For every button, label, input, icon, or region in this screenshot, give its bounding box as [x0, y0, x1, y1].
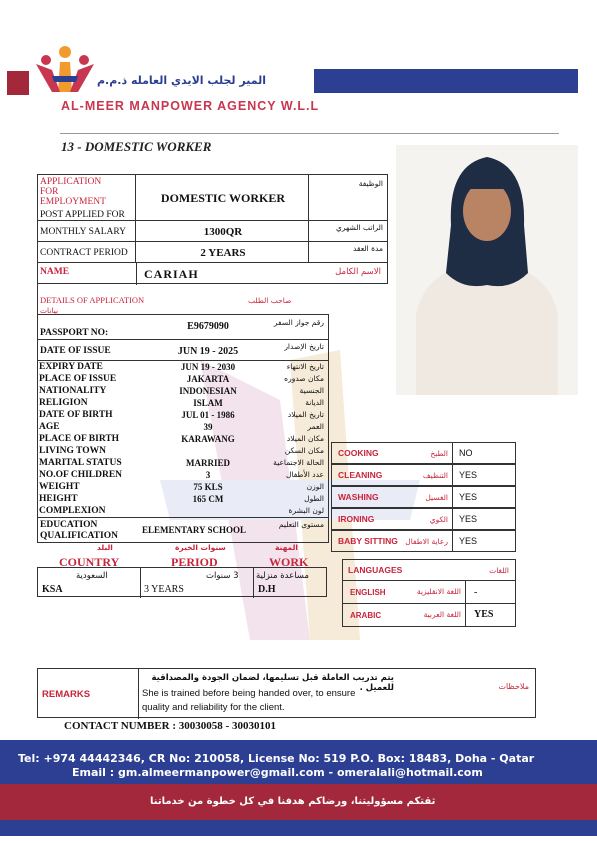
contract-ar-cell	[308, 241, 388, 263]
skill-row-washing: WASHING الغسيل YES	[331, 486, 516, 508]
field-row-height: HEIGHT 165 CM الطول	[39, 494, 324, 504]
issue-date-label: DATE OF ISSUE	[40, 346, 111, 356]
passport-value: E9679090	[187, 321, 229, 332]
contract-ar: مدة العقد	[353, 244, 383, 253]
country-header: COUNTRY	[59, 555, 120, 569]
period-value: 3 YEARS	[144, 584, 184, 595]
remarks-ar-label: ملاحظات	[498, 682, 529, 691]
field-row-weight: WEIGHT 75 KLS الوزن	[39, 482, 324, 492]
skill-row-cleaning: CLEANING التنظيف YES	[331, 464, 516, 486]
field-row-dob: DATE OF BIRTH JUL 01 - 1986 تاريخ الميلاد	[39, 410, 324, 420]
footer-email-line: Email : gm.almeermanpower@gmail.com - omeralali@hotmail.com	[72, 766, 483, 779]
lang-row-english: ENGLISH اللغة الانقليزية	[342, 580, 466, 604]
issue-date-ar: تاريخ الإصدار	[284, 342, 324, 351]
remarks-en-line1: She is trained before being handed over, to ensure	[142, 688, 356, 699]
field-row-complexion: COMPLEXION لون البشرة	[39, 506, 324, 516]
remarks-label: REMARKS	[42, 689, 91, 700]
passport-ar: رقم جواز السفر	[273, 318, 324, 327]
field-row-place-of-birth: PLACE OF BIRTH KARAWANG مكان الميلاد	[39, 434, 324, 444]
section-title: 13 - DOMESTIC WORKER	[61, 139, 212, 154]
name-label: NAME	[40, 267, 70, 277]
period-value-ar: 3 سنوات	[206, 571, 239, 581]
period-ar: سنوات الخبرة	[175, 543, 226, 552]
footer-contact-line: Tel: +974 44442346, CR No: 210058, License No: 519 P.O. Box: 18483, Doha - Qatar	[18, 752, 535, 765]
contract-label-cell	[37, 241, 136, 263]
company-name-arabic: المير لجلب الايدي العامله ذ.م.م	[97, 74, 266, 87]
details-label: DETAILS OF APPLICATION	[40, 295, 145, 305]
post-applied-value: DOMESTIC WORKER	[160, 191, 286, 205]
field-row-marital-status: MARITAL STATUS MARRIED الحالة الاجتماعية	[39, 458, 324, 468]
for-label: FOR	[40, 187, 59, 197]
details-row	[37, 283, 309, 315]
salary-label: MONTHLY SALARY	[40, 227, 127, 237]
header-divider	[60, 133, 559, 134]
field-row-expiry: EXPIRY DATE JUN 19 - 2030 تاريخ الانتهاء	[39, 362, 324, 372]
education-value: ELEMENTARY SCHOOL	[142, 525, 246, 535]
company-logo-icon	[30, 44, 100, 99]
remarks-box	[37, 668, 536, 718]
work-ar: المهنة	[275, 543, 298, 552]
salary-value-cell	[135, 220, 309, 242]
post-applied-ar: الوظيفة	[358, 179, 383, 188]
work-header: WORK	[269, 555, 309, 569]
footer-slogan: ثقتكم مسؤوليتنا، ورضاكم هدفنا في كل خطوة من خدماتنا	[150, 796, 436, 807]
education-label: EDUCATION	[40, 520, 98, 530]
name-value: CARIAH	[144, 267, 199, 281]
application-label-cell	[37, 174, 136, 221]
application-label: APPLICATION	[40, 177, 102, 187]
country-ar: البلد	[97, 543, 113, 552]
languages-label: LANGUAGES	[348, 565, 403, 575]
contract-label: CONTRACT PERIOD	[40, 248, 128, 258]
issue-date-value: JUN 19 - 2025	[177, 346, 239, 357]
lang-status-arabic: YES	[465, 603, 516, 627]
field-row-religion: RELIGION ISLAM الديانة	[39, 398, 324, 408]
name-ar: الاسم الكامل	[335, 267, 381, 277]
languages-ar: اللغات	[489, 566, 509, 575]
field-row-place-of-issue: PLACE OF ISSUE JAKARTA مكان صدوره	[39, 374, 324, 384]
country-value-ar: السعودية	[76, 571, 108, 581]
header-blue-bar	[314, 69, 578, 93]
country-value: KSA	[42, 584, 63, 595]
field-row-age: AGE 39 العمر	[39, 422, 324, 432]
remarks-en-line2: quality and reliability for the client.	[142, 702, 285, 713]
field-row-nationality: NATIONALITY INDONESIAN الجنسية	[39, 386, 324, 396]
lang-row-arabic: ARABIC اللغة العربية	[342, 603, 466, 627]
skill-row-ironing: IRONING الكوي YES	[331, 508, 516, 530]
experience-row	[37, 567, 327, 597]
employment-label: EMPLOYMENT	[40, 197, 106, 207]
education-ar: مستوى التعليم	[278, 520, 324, 529]
contract-value: 2 YEARS	[200, 247, 246, 259]
remarks-ar-text: يتم تدريب العاملة قبل تسليمها، لضمان الجودة والمصداقية للعميل .	[151, 673, 394, 693]
period-header: PERIOD	[171, 555, 218, 569]
company-name-english: AL-MEER MANPOWER AGENCY W.L.L	[61, 99, 320, 113]
lang-status-english: -	[465, 580, 516, 604]
application-ar-cell	[308, 174, 388, 221]
field-row-children: NO.OF CHILDREN 3 عدد الأطفال	[39, 470, 324, 480]
field-row-living-town: LIVING TOWN مكان السكن	[39, 446, 324, 456]
contact-number: CONTACT NUMBER : 30030058 - 30030101	[64, 720, 276, 732]
salary-label-cell	[37, 220, 136, 242]
details-ar2: بيانات	[40, 306, 59, 315]
header-red-bar	[7, 71, 29, 95]
contract-value-cell	[135, 241, 309, 263]
issue-date-row	[37, 339, 329, 361]
work-value: D.H	[258, 584, 276, 595]
skill-row-cooking: COOKING الطبخ NO	[331, 442, 516, 464]
education-row	[37, 517, 329, 543]
passport-label: PASSPORT NO:	[40, 328, 109, 338]
passport-row	[37, 314, 329, 340]
work-value-ar: مساعدة منزلية	[256, 571, 309, 581]
languages-header	[342, 559, 516, 581]
name-row	[37, 262, 388, 284]
post-applied-label: POST APPLIED FOR	[40, 210, 125, 220]
salary-ar-cell	[308, 220, 388, 242]
qualification-label: QUALIFICATION	[40, 531, 118, 541]
experience-header	[37, 542, 327, 568]
skill-row-baby-sitting: BABY SITTING رعاية الاطفال YES	[331, 530, 516, 552]
salary-value: 1300QR	[203, 226, 243, 238]
details-ar1: صاحب الطلب	[248, 296, 292, 305]
application-value-cell	[135, 174, 309, 221]
salary-ar: الراتب الشهري	[336, 223, 383, 232]
